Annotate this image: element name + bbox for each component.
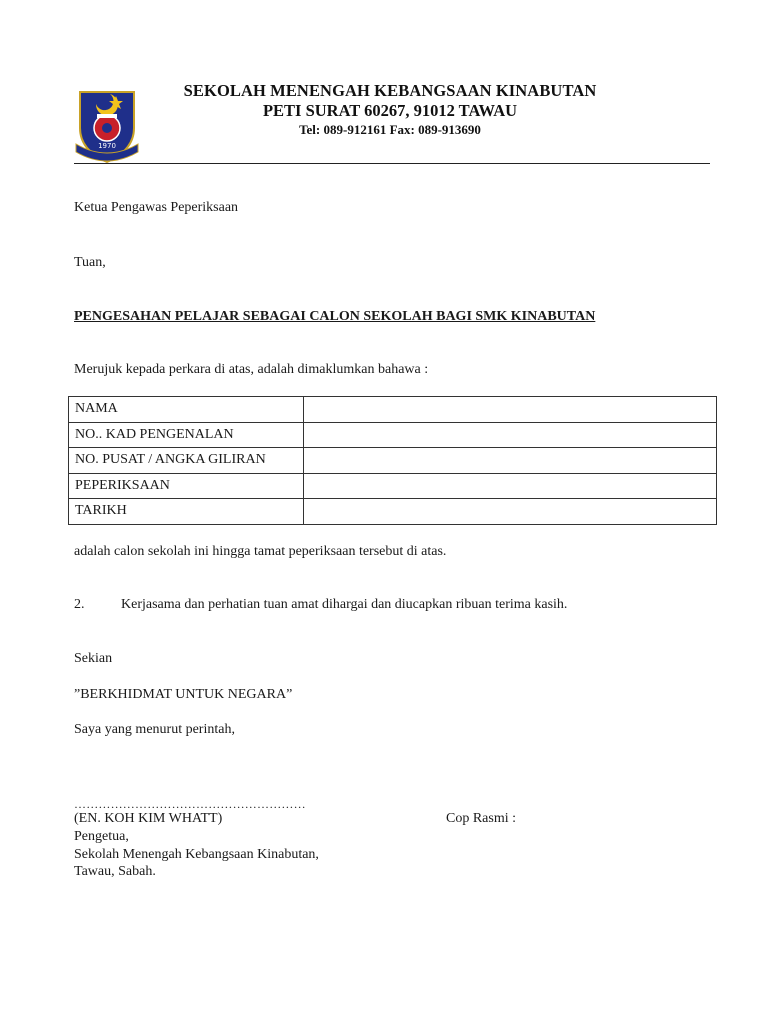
row-label: NO.. KAD PENGENALAN <box>69 422 304 448</box>
after-table-text: adalah calon sekolah ini hingga tamat peperiksaan tersebut di atas. <box>74 544 447 559</box>
table-row <box>69 473 717 499</box>
signatory-name: (EN. KOH KIM WHATT) <box>74 811 223 826</box>
recipient: Ketua Pengawas Peperiksaan <box>74 200 239 215</box>
row-value <box>304 422 717 448</box>
school-name: SEKOLAH MENENGAH KEBANGSAAN KINABUTAN <box>183 81 597 100</box>
signature-line: ………………………………………………… <box>74 797 306 811</box>
row-label: TARIKH <box>69 499 304 525</box>
intro-text: Merujuk kepada perkara di atas, adalah dimaklumkan bahawa : <box>74 362 429 377</box>
letterhead-divider <box>74 163 710 164</box>
signatory-title: Pengetua, <box>74 829 129 844</box>
row-label: NAMA <box>69 397 304 423</box>
table-row <box>69 448 717 474</box>
row-value <box>304 473 717 499</box>
salutation: Tuan, <box>74 255 106 270</box>
subject-heading: PENGESAHAN PELAJAR SEBAGAI CALON SEKOLAH BAGI SMK KINABUTAN <box>74 309 596 324</box>
closing-saya: Saya yang menurut perintah, <box>74 722 235 737</box>
svg-text:1970: 1970 <box>98 142 116 150</box>
row-value <box>304 499 717 525</box>
signatory-organization: Sekolah Menengah Kebangsaan Kinabutan, <box>74 847 319 862</box>
table-row <box>69 499 717 525</box>
paragraph-2-text: Kerjasama dan perhatian tuan amat dihargai dan diucapkan ribuan terima kasih. <box>121 597 568 612</box>
candidate-info-table <box>68 396 717 525</box>
table-row <box>69 422 717 448</box>
closing-sekian: Sekian <box>74 651 113 666</box>
row-label: NO. PUSAT / ANGKA GILIRAN <box>69 448 304 474</box>
school-crest-icon <box>74 84 140 164</box>
closing-motto: ”BERKHIDMAT UNTUK NEGARA” <box>74 687 293 702</box>
row-value <box>304 448 717 474</box>
signatory-place: Tawau, Sabah. <box>74 864 156 879</box>
school-address: PETI SURAT 60267, 91012 TAWAU <box>262 101 518 120</box>
official-stamp-label: Cop Rasmi : <box>446 811 517 826</box>
row-value <box>304 397 717 423</box>
paragraph-number: 2. <box>74 597 85 612</box>
row-label: PEPERIKSAAN <box>69 473 304 499</box>
table-row <box>69 397 717 423</box>
school-contact: Tel: 089-912161 Fax: 089-913690 <box>299 122 481 137</box>
